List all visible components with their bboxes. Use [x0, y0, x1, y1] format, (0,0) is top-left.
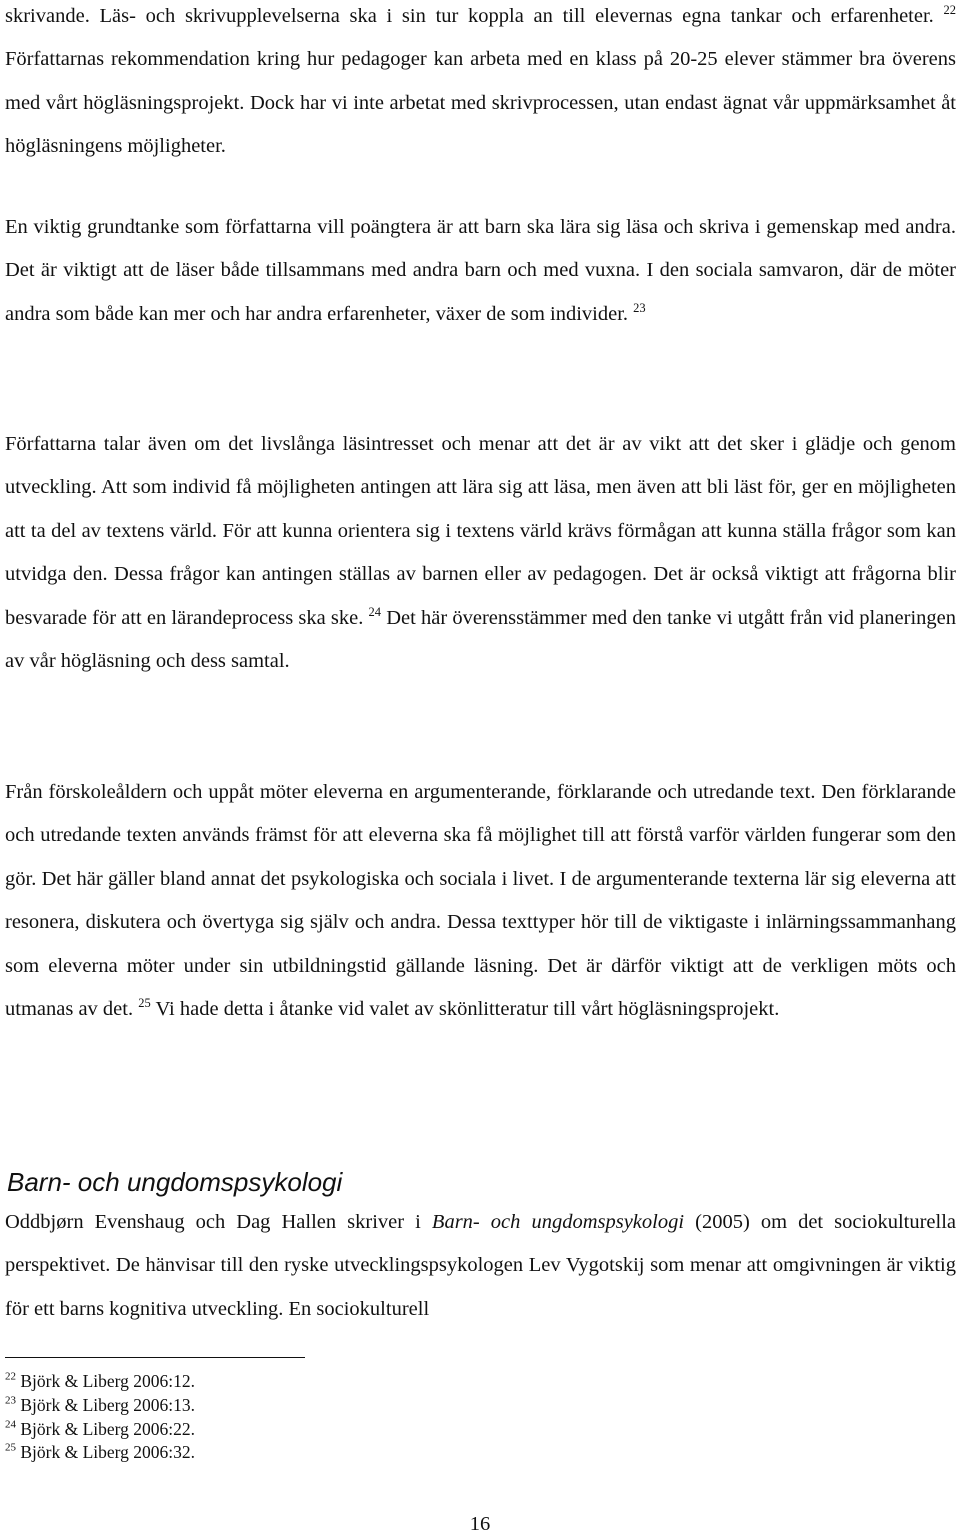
paragraph-text: (2005) om det sociokulturella perspektivet. De hänvisar till den ryske utvecklingspsykologen Lev Vygotskij som menar att omgivningen är viktig för ett barns kognitiva utveckling. En sociokulturell	[5, 1211, 956, 1320]
footnote-item	[5, 1418, 195, 1442]
book-title: Barn- och ungdomspsykologi	[431, 1211, 685, 1233]
page-number: 16	[469, 1513, 491, 1535]
footnote-text: Björk & Liberg 2006:13.	[16, 1394, 196, 1415]
footnote-reference: 24	[368, 604, 382, 619]
footnote-list	[5, 1370, 195, 1465]
footnote-text: Björk & Liberg 2006:22.	[16, 1418, 196, 1439]
footnote-reference: 23	[633, 300, 646, 315]
paragraph-text: Från förskoleåldern och uppåt möter eleverna en argumenterande, förklarande och utredande text. Den förklarande och utredande texten används främst för att eleverna ska få möjlighet till att förstå varför världen fungerar som den gör. Det här gäller bland annat det psykologiska och sociala i livet. I de argumenterande texterna lär sig eleverna att resonera, diskutera och övertyga sig själv och andra. Dessa texttyper hör till de viktigaste i inlärningssammanhang som eleverna möter under sin utbildningstid gällande läsning. Det är därför viktigt att de verkligen möts och utmanas av det.	[5, 781, 956, 1021]
paragraph-text: Det här överensstämmer med den tanke vi utgått från vid planeringen av vår högläsning och dess samtal.	[5, 606, 956, 673]
section-heading: Barn- och ungdomspsykologi	[7, 1167, 343, 1197]
paragraph-text: En viktig grundtanke som författarna vill poängtera är att barn ska lära sig läsa och skriva i gemenskap med andra. Det är viktigt att de läser både tillsammans med andra barn och med vuxna. I den sociala samvaron, där de möter andra som både kan mer och har andra erfarenheter, växer de som individer.	[5, 216, 956, 325]
footnote-text: Björk & Liberg 2006:12.	[16, 1371, 196, 1391]
footnote-number: 22	[5, 1370, 16, 1383]
paragraph-text: Författarna talar även om det livslånga läsintresset och menar att det är av vikt att det sker i glädje och genom utveckling. Att som individ få möjligheten antingen att lära sig att läsa, men även att bli läst för, ger en möjligheten att ta del av textens värld. För att kunna orientera sig i textens värld krävs förmågan att kunna ställa frågor som kan utvidga den. Dessa frågor kan antingen ställas av barnen eller av pedagogen. Det är också viktigt att frågorna blir besvarade för att en lärandeprocess ska ske.	[5, 433, 956, 629]
paragraph-text: skrivande. Läs- och skrivupplevelserna ska i sin tur koppla an till elevernas egna tankar och erfarenheter.	[5, 5, 944, 27]
body-paragraph	[5, 423, 956, 683]
footnote-separator	[5, 1357, 305, 1358]
footnote-item	[5, 1441, 195, 1465]
body-paragraph	[5, 206, 956, 336]
section-paragraph	[5, 1201, 956, 1331]
footnote-reference: 25	[138, 995, 151, 1010]
paragraph-text: Oddbjørn Evenshaug och Dag Hallen skriver i	[5, 1211, 432, 1233]
footnote-number: 24	[5, 1417, 16, 1430]
footnote-item	[5, 1370, 195, 1394]
body-paragraph	[5, 771, 956, 1031]
body-paragraph	[5, 0, 956, 169]
footnote-number: 25	[5, 1441, 16, 1454]
footnote-text: Björk & Liberg 2006:32.	[16, 1442, 196, 1463]
footnote-item	[5, 1394, 195, 1418]
footnote-reference: 22	[943, 2, 956, 17]
footnote-number: 23	[5, 1394, 16, 1407]
paragraph-text: Vi hade detta i åtanke vid valet av skönlitteratur till vårt högläsningsprojekt.	[150, 998, 780, 1021]
paragraph-text: Författarnas rekommendation kring hur pedagoger kan arbeta med en klass på 20-25 elever stämmer bra överens med vårt högläsningsprojekt. Dock har vi inte arbetat med skrivprocessen, utan endast ägnat vår uppmärksamhet åt högläsningens möjligheter.	[5, 48, 956, 158]
